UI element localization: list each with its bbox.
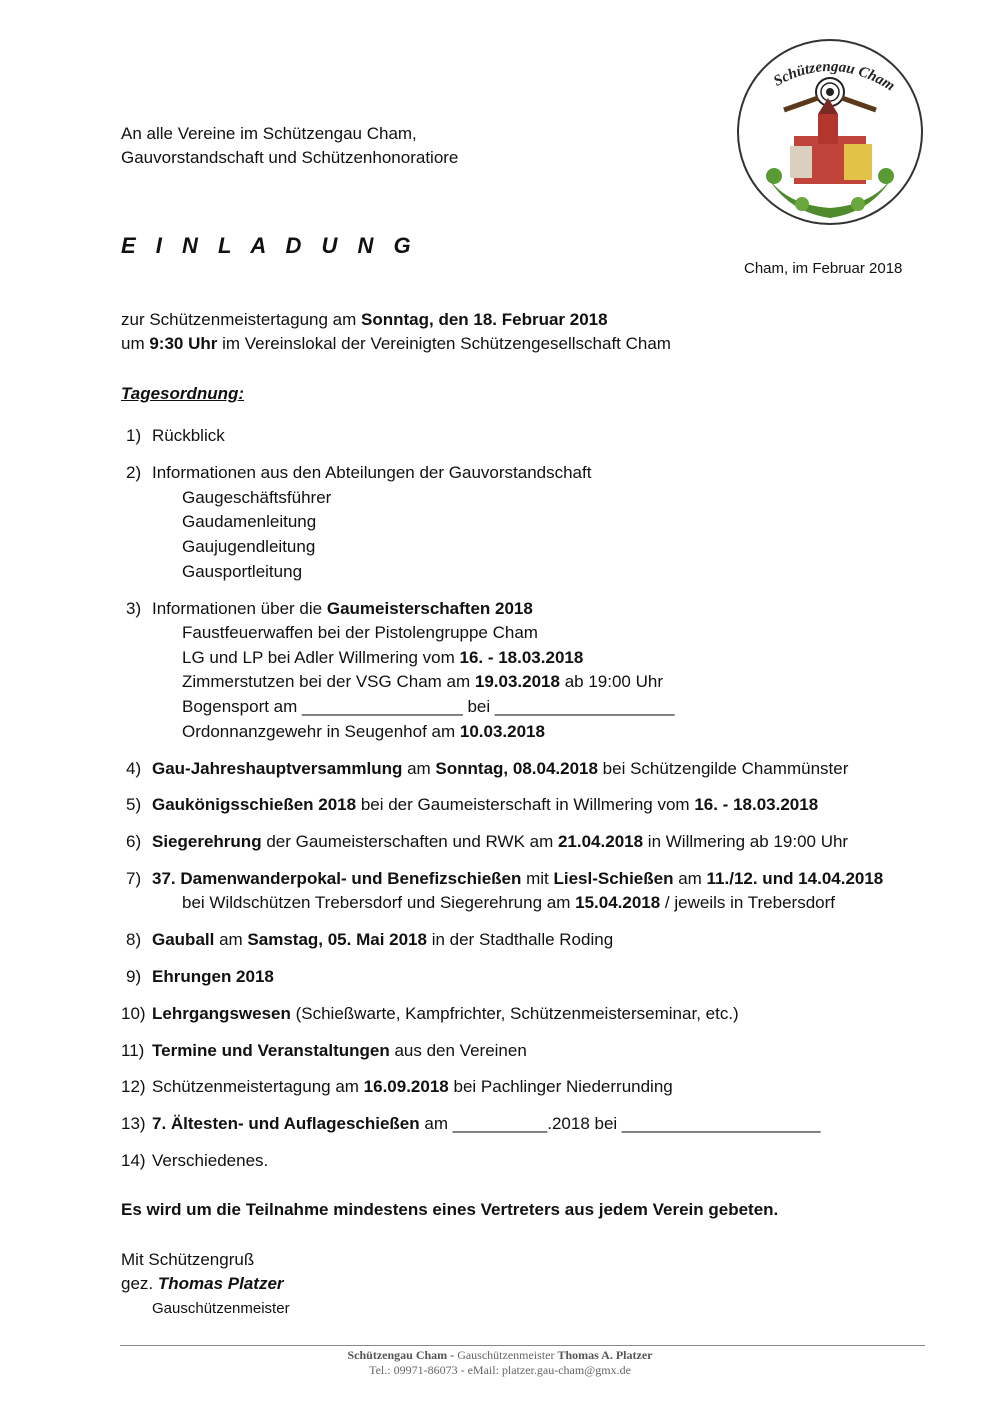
agenda-item-7: 37. Damenwanderpokal- und Benefizschießen mit Liesl-Schießen am 11./12. und 14.04.2018 [152,869,884,888]
club-crest-logo [732,36,928,228]
item-number: 9) [126,967,142,986]
agenda-item-12: Schützenmeistertagung am 16.09.2018 bei Pachlinger Niederrunding [152,1077,673,1096]
item-number: 6) [126,832,142,851]
signature: gez. Thomas Platzer [121,1274,284,1293]
item-number: 7) [126,869,142,888]
item-number: 3) [126,599,142,618]
agenda-item-5: Gaukönigsschießen 2018 bei der Gaumeisterschaft in Willmering vom 16. - 18.03.2018 [152,795,819,814]
item-number: 1) [126,426,142,445]
address-line-1: An alle Vereine im Schützengau Cham, [121,124,417,143]
greeting: Mit Schützengruß [121,1250,255,1269]
closing-statement: Es wird um die Teilnahme mindestens eines Vertreters aus jedem Verein gebeten. [121,1200,779,1219]
page-title: E I N L A D U N G [121,233,418,258]
agenda-item-6: Siegerehrung der Gaumeisterschaften und RWK am 21.04.2018 in Willmering ab 19:00 Uhr [152,832,849,851]
footer-divider [120,1345,925,1346]
sub-item: Bogensport am _________________ bei ___________________ [182,697,675,716]
footer-line-1: Schützengau Cham - Gauschützenmeister Thomas A. Platzer [347,1348,653,1362]
agenda-item-1: Rückblick [152,426,225,445]
intro-line-2: um 9:30 Uhr im Vereinslokal der Vereinigten Schützengesellschaft Cham [121,334,671,353]
sub-item: Gaujugendleitung [182,537,316,556]
sub-item: Gausportleitung [182,562,303,581]
intro-line-1: zur Schützenmeistertagung am Sonntag, den 18. Februar 2018 [121,310,608,329]
date-line: Cham, im Februar 2018 [744,260,903,277]
agenda-item-3: Informationen über die Gaumeisterschaften 2018 [152,599,533,618]
sub-item: Ordonnanzgewehr in Seugenhof am 10.03.2018 [182,722,545,741]
item-number: 5) [126,795,142,814]
agenda-heading: Tagesordnung: [121,384,245,403]
item-number: 8) [126,930,142,949]
agenda-item-10: Lehrgangswesen (Schießwarte, Kampfrichter, Schützenmeisterseminar, etc.) [152,1004,739,1023]
sub-item: Faustfeuerwaffen bei der Pistolengruppe Cham [182,623,538,642]
agenda-item-8: Gauball am Samstag, 05. Mai 2018 in der Stadthalle Roding [152,930,614,949]
sub-item: bei Wildschützen Trebersdorf und Siegerehrung am 15.04.2018 / jeweils in Trebersdorf [182,893,835,912]
item-number: 4) [126,759,142,778]
sub-item: LG und LP bei Adler Willmering vom 16. - 18.03.2018 [182,648,584,667]
sub-item: Gaugeschäftsführer [182,488,332,507]
agenda-item-2: Informationen aus den Abteilungen der Gauvorstandschaft [152,463,592,482]
item-number: 14) [121,1151,146,1170]
svg-text:Schützengau Cham: Schützengau Cham [771,58,898,95]
sub-item: Gaudamenleitung [182,512,317,531]
item-number: 13) [121,1114,146,1133]
signature-role: Gauschützenmeister [152,1300,290,1317]
item-number: 12) [121,1077,146,1096]
item-number: 2) [126,463,142,482]
agenda-item-4: Gau-Jahreshauptversammlung am Sonntag, 08.04.2018 bei Schützengilde Chammünster [152,759,849,778]
agenda-item-11: Termine und Veranstaltungen aus den Vereinen [152,1041,527,1060]
sub-item: Zimmerstutzen bei der VSG Cham am 19.03.2018 ab 19:00 Uhr [182,672,663,691]
agenda-item-14: Verschiedenes. [152,1151,269,1170]
footer-line-2: Tel.: 09971-86073 - eMail: platzer.gau-cham@gmx.de [369,1363,631,1377]
agenda-item-9: Ehrungen 2018 [152,967,274,986]
item-number: 11) [121,1041,145,1060]
item-number: 10) [121,1004,146,1023]
address-line-2: Gauvorstandschaft und Schützenhonoratiore [121,148,459,167]
agenda-item-13: 7. Ältesten- und Auflageschießen am __________.2018 bei _____________________ [152,1114,821,1133]
